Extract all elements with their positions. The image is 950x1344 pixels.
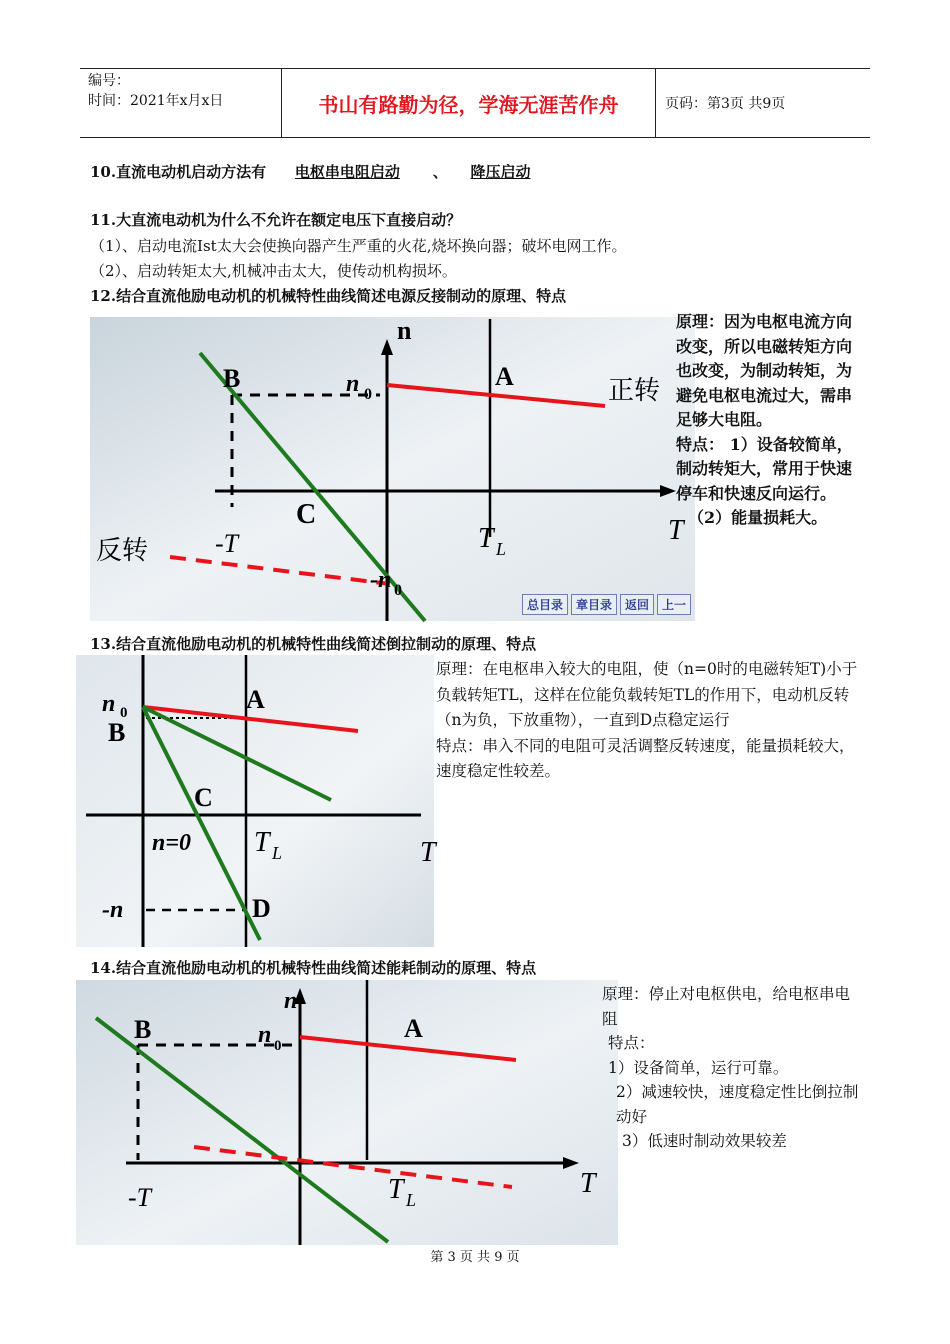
q14-feature-2: 2）减速较快，速度稳定性比倒拉制动好 <box>616 1083 859 1126</box>
nav-chapter-toc[interactable]: 章目录 <box>571 594 617 615</box>
bianhao-label: 编号： <box>88 73 130 89</box>
q12-background <box>90 317 695 621</box>
q13-title: 13.结合直流他励电动机的机械特性曲线简述倒拉制动的原理、特点 <box>90 635 537 653</box>
q12-n0: n <box>346 371 360 397</box>
q13-figure <box>76 655 434 947</box>
q13-principle: 原理：在电枢串入较大的电阻，使（n=0时的电磁转矩T)小于负载转矩TL，这样在位能负载转矩TL的作用下，电动机反转（n为负，下放重物），一直到D点稳定运行 <box>436 660 858 729</box>
q12-features-2: （2）能量损耗大。 <box>688 508 828 527</box>
q12-features: 特点： 1）设备较简单，制动转矩大，常用于快速停车和快速反向运行。 <box>676 434 853 503</box>
q14-figure <box>76 980 618 1245</box>
q12-diagram <box>90 317 695 621</box>
q13-n0: n <box>102 691 116 717</box>
q14-t-label: T <box>580 1168 596 1199</box>
q12-n-label: n <box>397 316 412 345</box>
q14-title: 14.结合直流他励电动机的机械特性曲线简述能耗制动的原理、特点 <box>90 959 537 977</box>
q14-n0: n <box>258 1022 272 1048</box>
q11-answer1: （1）、启动电流Ist太大会使换向器产生严重的火花,烧坏换向器；破坏电网工作。 <box>90 237 627 255</box>
q13-point-d: D <box>252 894 271 923</box>
q14-feature-1: 1）设备简单，运行可靠。 <box>608 1058 789 1077</box>
q10-separator: 、 <box>432 163 448 181</box>
q13-point-b: B <box>108 718 126 747</box>
q12-neg-n0: -n <box>370 567 392 593</box>
q14-tl-sub: L <box>406 1190 417 1210</box>
q13-features: 特点：串入不同的电阻可灵活调整反转速度，能量损耗较大，速度稳定性较差。 <box>436 736 855 780</box>
header-table <box>80 68 870 138</box>
q13-t-label: T <box>420 837 436 868</box>
q12-neg-n0-sub: 0 <box>394 582 402 599</box>
q12-figure <box>90 317 695 621</box>
q14-point-b: B <box>134 1015 152 1044</box>
header-left-cell <box>80 69 282 137</box>
q13-text <box>436 657 862 785</box>
q12-point-c: C <box>296 499 317 530</box>
q12-principle: 原理：因为电枢电流方向改变，所以电磁转矩方向也改变，为制动转矩，为避免电枢电流过大，需串足够大电阻。 <box>676 312 853 429</box>
q14-n-label: n <box>284 988 298 1014</box>
q13-point-c: C <box>194 783 213 812</box>
q14-n0-sub: 0 <box>274 1038 282 1054</box>
time-label: 时间：2021年x月x日 <box>88 93 224 109</box>
q12-t-label: T <box>668 515 684 546</box>
nav-total-toc[interactable]: 总目录 <box>522 594 568 615</box>
q10-line <box>90 160 539 184</box>
q14-feature-3: 3）低速时制动效果较差 <box>622 1132 787 1150</box>
header-motto: 书山有路勤为径，学海无涯苦作舟 <box>282 69 656 137</box>
q11-answer2: （2）、启动转矩太大,机械冲击太大，使传动机构损坏。 <box>90 262 457 280</box>
q10-prefix: 10.直流电动机启动方法有 <box>90 163 267 181</box>
header-page-code: 页码：第3页 共9页 <box>665 96 786 112</box>
q12-tl: T <box>478 523 494 554</box>
q13-diagram <box>76 655 434 947</box>
q12-reverse-label: 反转 <box>96 536 149 565</box>
q14-tl: T <box>388 1174 404 1205</box>
q14-features-head: 特点： <box>608 1034 655 1052</box>
q14-point-a: A <box>404 1014 423 1043</box>
q13-point-a: A <box>246 685 265 714</box>
q14-diagram <box>76 980 618 1245</box>
q12-point-a: A <box>495 362 514 391</box>
q13-n-eq-0: n=0 <box>152 830 192 856</box>
q12-point-b: B <box>223 364 241 393</box>
q14-text <box>602 982 864 1154</box>
page-footer: 第 3 页 共 9 页 <box>430 1250 520 1265</box>
q12-n0-sub: 0 <box>364 386 372 403</box>
q13-tl: T <box>254 827 270 858</box>
q12-text <box>676 310 862 531</box>
q12-tl-sub: L <box>496 539 507 559</box>
q13-neg-n: -n <box>102 897 124 923</box>
q12-title: 12.结合直流他励电动机的机械特性曲线简述电源反接制动的原理、特点 <box>90 287 567 305</box>
q11-title: 11.大直流电动机为什么不允许在额定电压下直接启动？ <box>90 211 462 229</box>
q13-n0-sub: 0 <box>120 705 128 721</box>
q12-forward-label: 正转 <box>608 376 661 405</box>
q12-neg-t: -T <box>215 529 239 558</box>
q12-nav-bar <box>522 594 691 615</box>
nav-back[interactable]: 返回 <box>620 594 654 615</box>
q10-answer2: 降压启动 <box>470 163 531 181</box>
q13-tl-sub: L <box>272 843 283 863</box>
q14-principle: 原理：停止对电枢供电，给电枢串电阻 <box>602 985 851 1028</box>
nav-prev[interactable]: 上一 <box>657 594 691 615</box>
q10-answer1: 电枢串电阻启动 <box>294 163 400 181</box>
q14-neg-t: -T <box>128 1183 152 1212</box>
